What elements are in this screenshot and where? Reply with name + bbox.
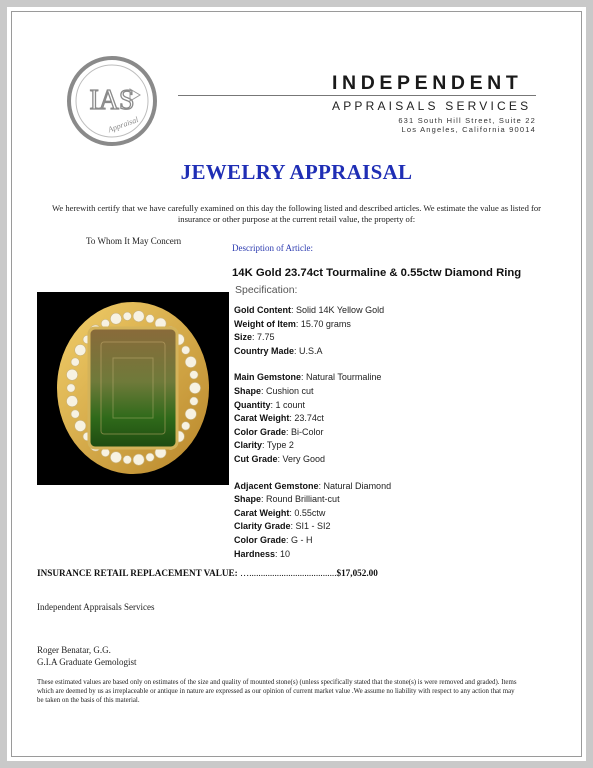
- halo-diamond: [146, 315, 154, 323]
- spec-value: 23.74ct: [294, 413, 324, 424]
- spec-value: 7.75: [257, 332, 275, 343]
- company-subtitle: APPRAISALS SERVICES: [332, 99, 532, 113]
- halo-diamond: [185, 356, 196, 367]
- spec-main-gemstone: Main Gemstone: Natural Tourmaline: [234, 372, 382, 383]
- spec-value: U.S.A: [299, 345, 323, 356]
- insurance-value-amount: $17,052.00: [336, 568, 378, 578]
- spec-label: Color Grade: [234, 426, 287, 437]
- logo-text: IAS: [89, 85, 135, 116]
- insurance-value-line: [37, 568, 378, 578]
- spec-value: Type 2: [266, 440, 294, 451]
- address-line-1: 631 South Hill Street, Suite 22: [398, 116, 536, 125]
- spec-label: Gold Content: [234, 305, 291, 315]
- spec-value: SI1 - SI2: [295, 521, 331, 532]
- halo-diamond: [101, 319, 109, 327]
- spec-value: Round Brilliant-cut: [266, 494, 340, 505]
- footer-company: Independent Appraisals Services: [37, 602, 155, 612]
- spec-label: Carat Weight: [234, 507, 290, 518]
- halo-diamond: [71, 410, 79, 418]
- spec-value: Very Good: [282, 453, 326, 464]
- spec-label: Carat Weight: [234, 413, 290, 424]
- spec-adjacent-color: Color Grade: G - H: [234, 534, 313, 545]
- halo-diamond: [189, 382, 200, 393]
- spec-value: 15.70 grams: [300, 318, 351, 329]
- spec-weight: Weight of Item: 15.70 grams: [234, 318, 351, 329]
- spec-value: Bi-Color: [291, 426, 324, 437]
- halo-diamond: [110, 452, 121, 463]
- ias-logo: [66, 55, 158, 147]
- disclaimer: These estimated values are based only on estimates of the size and quality of mounted stone(s) (unless specifically stated that the stone(s) is were removed and graded). Items which are deemed by us as irreplaceable or antique in nature are expressed as our opinion of current market value .We assume no liability with respect to any action that may be taken on the basis of this material.: [37, 679, 517, 704]
- halo-diamond: [182, 346, 190, 354]
- spec-gold-content: Gold Content: Solid 14K Yellow Gold: [234, 305, 385, 315]
- spec-size: Size: 7.75: [234, 332, 275, 343]
- halo-diamond: [67, 384, 75, 392]
- spec-label: Shape: [234, 494, 262, 505]
- spec-value: G - H: [291, 534, 313, 545]
- halo-diamond: [185, 408, 196, 419]
- spec-value: 1 count: [275, 399, 306, 410]
- company-name: INDEPENDENT: [332, 72, 523, 94]
- halo-diamond: [67, 369, 78, 380]
- signer-name: Roger Benatar, G.G.: [37, 645, 111, 655]
- logo-subtext: Appraisal: [106, 115, 140, 135]
- spec-label: Quantity: [234, 399, 271, 410]
- halo-diamond: [75, 420, 86, 431]
- header-divider: [178, 95, 536, 96]
- halo-diamond: [123, 456, 131, 464]
- spec-label: Shape: [234, 385, 262, 396]
- spec-country: Country Made: U.S.A: [234, 345, 323, 356]
- halo-diamond: [146, 453, 154, 461]
- spec-label: Color Grade: [234, 534, 287, 545]
- halo-diamond: [75, 345, 86, 356]
- insurance-value-dots: …......................................: [240, 568, 337, 578]
- halo-diamond: [133, 454, 144, 465]
- spec-label: Weight of Item: [234, 318, 296, 329]
- spec-quantity: Quantity: 1 count: [234, 399, 306, 410]
- specification-list: [234, 304, 391, 561]
- halo-diamond: [133, 311, 144, 322]
- specification-label: Specification:: [235, 284, 298, 296]
- insurance-value-label: INSURANCE RETAIL REPLACEMENT VALUE:: [37, 568, 238, 578]
- halo-diamond: [71, 358, 79, 366]
- halo-diamond: [123, 312, 131, 320]
- spec-label: Adjacent Gemstone: [234, 480, 319, 491]
- halo-diamond: [182, 422, 190, 430]
- spec-label: Clarity Grade: [234, 521, 291, 532]
- spec-main-shape: Shape: Cushion cut: [234, 385, 314, 396]
- spec-value: 0.55ctw: [294, 507, 326, 518]
- spec-label: Size: [234, 332, 253, 343]
- spec-hardness: Hardness: 10: [234, 548, 291, 559]
- halo-diamond: [110, 313, 121, 324]
- halo-diamond: [67, 396, 78, 407]
- description-label: Description of Article:: [232, 243, 313, 253]
- signer-title: G.I.A Graduate Gemologist: [37, 657, 137, 667]
- halo-diamond: [190, 397, 198, 405]
- ring-photo: [37, 292, 229, 485]
- spec-value: Natural Tourmaline: [306, 372, 382, 383]
- spec-label: Main Gemstone: [234, 372, 302, 383]
- spec-adjacent-carat: Carat Weight: 0.55ctw: [234, 507, 326, 518]
- spec-adjacent-clarity: Clarity Grade: SI1 - SI2: [234, 521, 331, 532]
- spec-label: Clarity: [234, 440, 263, 451]
- certify-text: We herewith certify that we have carefully examined on this day the following listed and described articles. We estimate the value as listed for insurance or other purpose at the current retail value, the property of:: [51, 203, 542, 224]
- spec-value: Natural Diamond: [323, 480, 392, 491]
- spec-cut-grade: Cut Grade: Very Good: [234, 453, 326, 464]
- address-line-2: Los Angeles, California 90014: [401, 125, 536, 134]
- halo-diamond: [101, 448, 109, 456]
- spec-adjacent-gemstone: Adjacent Gemstone: Natural Diamond: [234, 480, 392, 491]
- document-title: JEWELRY APPRAISAL: [180, 160, 413, 184]
- item-title: 14K Gold 23.74ct Tourmaline & 0.55ctw Diamond Ring: [232, 267, 522, 279]
- spec-value: 10: [280, 548, 291, 559]
- halo-diamond: [190, 371, 198, 379]
- spec-label: Cut Grade: [234, 453, 278, 464]
- spec-label: Country Made: [234, 345, 295, 356]
- spec-value: Cushion cut: [266, 385, 314, 396]
- spec-label: Hardness: [234, 548, 276, 559]
- spec-adjacent-shape: Shape: Round Brilliant-cut: [234, 494, 340, 505]
- recipient: To Whom It May Concern: [86, 236, 182, 246]
- spec-value: Solid 14K Yellow Gold: [296, 305, 385, 315]
- spec-clarity: Clarity: Type 2: [234, 440, 294, 451]
- spec-color-grade: Color Grade: Bi-Color: [234, 426, 324, 437]
- spec-carat-weight: Carat Weight: 23.74ct: [234, 413, 324, 424]
